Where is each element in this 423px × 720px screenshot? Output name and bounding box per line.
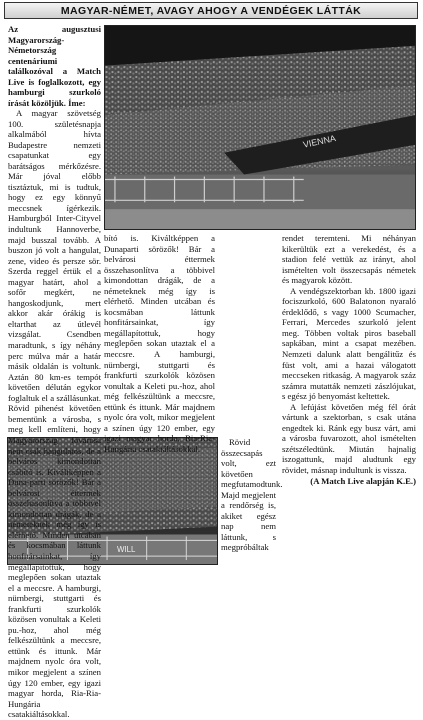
article-column-3 [282,233,416,565]
article-paragraph-2: Rövid összecsapás volt, ezt követően megfutamodtunk. Majd megjelent a rendőrség is, akiket egész nap nem láttunk, s megpróbáltak [221,437,283,553]
article-lead: Az augusztusi Magyarország-Németország centenáriumi találkozóval a Match Live is foglalkozott, egy hamburgi szurkoló írását közöljük. Íme: [8,24,101,108]
article-title-banner [4,2,418,19]
article-signature: (A Match Live alapján K.E.) [310,475,416,486]
article-column-1-body [8,108,101,720]
article-column-2 [104,233,215,454]
banner-text-vienna: VIENNA [302,133,337,150]
article-paragraph-3: rendet teremteni. Mi néhányan kikerültük ezt a verekedést, és a stadion felé vettük az irányt, ahol ismételten volt összecsapás németek és magyarok között. [282,233,416,286]
article-title: MAGYAR-NÉMET, AVAGY AHOGY A VENDÉGEK LÁTTÁK [60,4,362,17]
article-column-1 [8,24,101,108]
article-paragraph-5: A lefújást követően még fél órát vártunk a szektorban, s csak utána engedtek ki. Ránk egy busz várt, ami a városba fuvarozott, ahol ismételten szétszéledtünk. Miután hajnalig iszogattunk, majd aludtunk egy rövidet, másnap indultunk is vissza. [282,401,416,476]
stadium-crowd-photo-top [104,25,416,230]
banner-text-will: WILL [116,545,136,555]
article-paragraph-4: A vendégszektorban kb. 1800 igazi fociszurkoló, 600 Balatonon nyaraló érdeklődő, s vagy 1000 Scumacher, Ferrari, Mercedes szurkoló jelent meg. Többen voltak piros baseball sapkában, mint a csapat mezében. Nemzeti dalunk alatt bengálitűz és füst volt, ami a hazai válogatott meccseken ritkaság. A magyarok száz számra mutatták nemzeti zászlójukat, s egész jó benyomást keltettek. [282,285,416,402]
article-paragraph-1: A magyar szövetség 100. születésnapja alkalmából hívta Budapestre nemzeti csapatunkat egy barátságos mérkőzésre. Már jóval előbb tisztáztuk, mi is tudtuk, hogy ez egy könnyű meccsnek ígérkezik. Hamburgból Inter-Cityvel indultunk Hannoverbe, majd busszal tovább. A buszon jó volt a hangulat, zene, video és persze sör. Szerda reggel értük el a magyar határt, ahol a sofőr megkért, ne hangoskodjunk, mert akkor akár órákig is eltarthat az útlevél vizsgálat. Csendben maradtunk, s így néhány perc múlva már a határ másik oldalán is voltunk. Aztán 80 km-es tempót követően délután egykor foglaltuk el a szállásunkat. Rövid pihenést követően bementünk a városba, s meg kell említeni, hogy Magyarország fővárosa nem csak hangulatos, de a belváros kimondottan csábító is. Kiváltképpen a Duna-parti sörözők! Bár a belvárosi éttermek összehasonlítva a többivel kimondottan drágák, de a németeknek még így is elérhető. Minden utcában és kocsmában láttunk honfitársainkat, így megállapítottuk, hogy meglepően sokan utaztak el a meccsre. A hamburgi, nürnbergi, stuttgarti és frankfurti szurkolók közösen vonultak a Keleti pu.-hoz, ahol még felkészültünk a meccsre, ettünk és ittunk. Már majdnem nyolc óra volt, mikor megjelent a színen úgy 120 ember, egy igazi magyar horda, Ria-Ria-Hungária csatakiáltásokkal. [8,108,101,720]
article-column-2-lower [221,437,283,565]
article-paragraph-1-continued: bító is. Kiváltképpen a Dunaparti sörözők! Bár a belvárosi éttermek összehasonlítva a többivel kimondottan drágák, de a németeknek még így is elérhető. Minden utcában és kocsmában láttunk honfitársainkat, így megállapítottuk, hogy meglepően sokan utaztak el a meccsre. A hamburgi, nürnbergi, stuttgarti és frankfurti szurkolók közösen vonultak a Keleti pu.-hoz, ahol még felkészültünk a meccsre, ettünk és ittunk. Már majdnem nyolc óra volt, mikor megjelent a színen úgy 120 ember, egy igazi magyar horda, Ria-Ria-Hungária csatakiáltásokkal. [104,233,215,454]
